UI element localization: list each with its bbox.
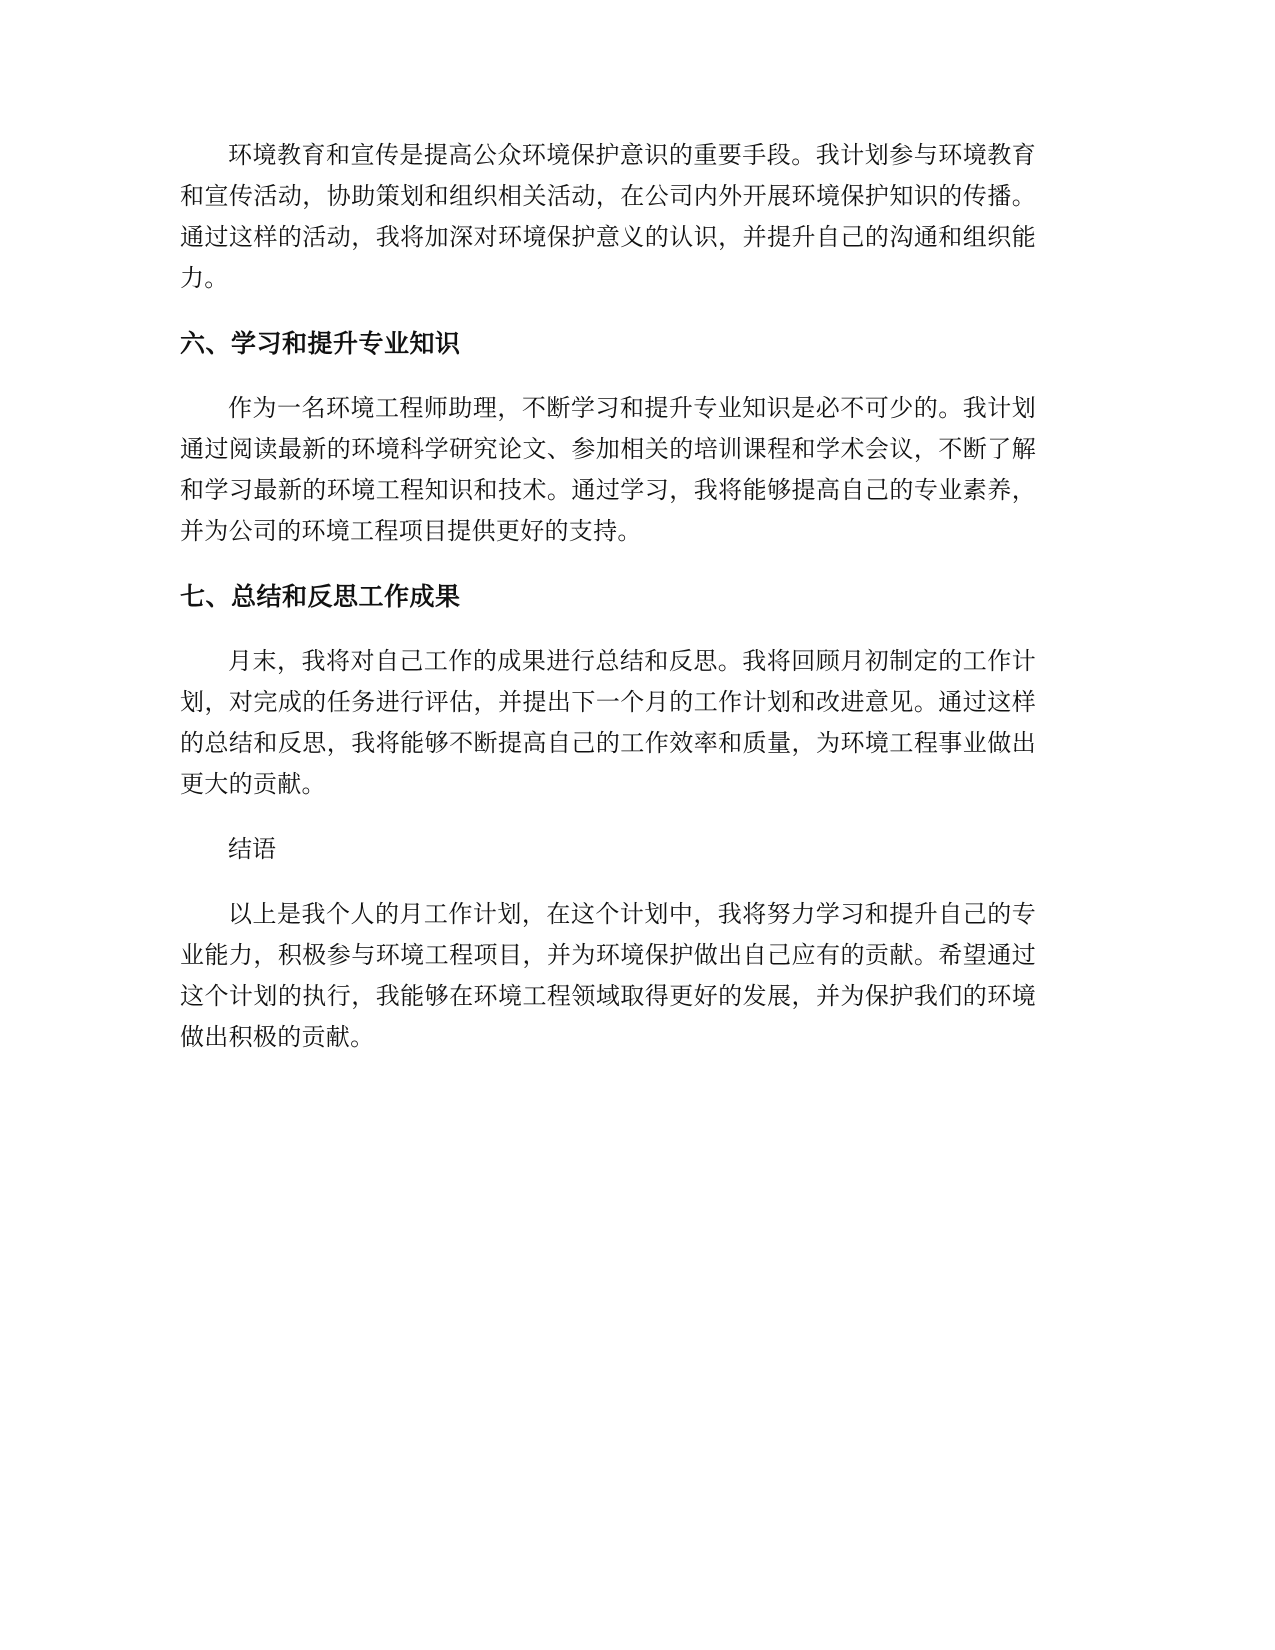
section-7-heading: 七、总结和反思工作成果 (180, 582, 461, 611)
document-body (180, 135, 1036, 1058)
section-6-heading: 六、学习和提升专业知识 (180, 329, 461, 358)
closing-label: 结语 (228, 835, 276, 863)
intro-paragraph: 环境教育和宣传是提高公众环境保护意识的重要手段。我计划参与环境教育和宣传活动，协助策划和组织相关活动，在公司内外开展环境保护知识的传播。通过这样的活动，我将加深对环境保护意义的认识，并提升自己的沟通和组织能力。 (180, 141, 1036, 292)
section-7-paragraph: 月末，我将对自己工作的成果进行总结和反思。我将回顾月初制定的工作计划，对完成的任务进行评估，并提出下一个月的工作计划和改进意见。通过这样的总结和反思，我将能够不断提高自己的工作效率和质量，为环境工程事业做出更大的贡献。 (180, 647, 1036, 798)
section-6-paragraph: 作为一名环境工程师助理，不断学习和提升专业知识是必不可少的。我计划通过阅读最新的环境科学研究论文、参加相关的培训课程和学术会议，不断了解和学习最新的环境工程知识和技术。通过学习，我将能够提高自己的专业素养，并为公司的环境工程项目提供更好的支持。 (180, 394, 1036, 545)
closing-paragraph: 以上是我个人的月工作计划，在这个计划中，我将努力学习和提升自己的专业能力，积极参与环境工程项目，并为环境保护做出自己应有的贡献。希望通过这个计划的执行，我能够在环境工程领域取得更好的发展，并为保护我们的环境做出积极的贡献。 (180, 900, 1036, 1051)
